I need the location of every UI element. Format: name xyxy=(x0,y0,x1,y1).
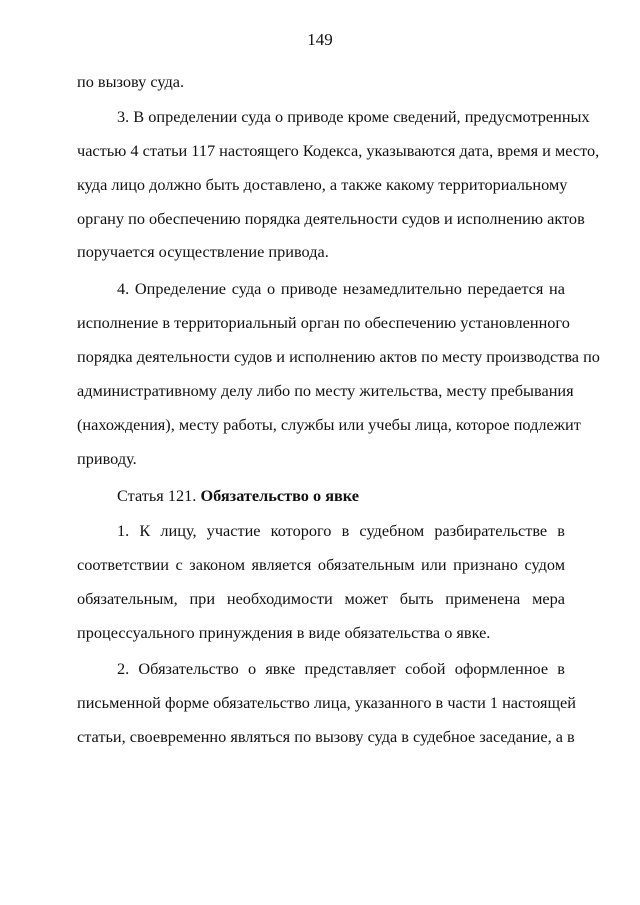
text-line: органу по обеспечению порядка деятельности судов и исполнению актов xyxy=(77,209,585,228)
text-line: 4. Определение суда о приводе незамедлительно передается на xyxy=(117,279,565,298)
text-line: (нахождения), месту работы, службы или учебы лица, которое подлежит xyxy=(77,415,581,434)
text-line: 2. Обязательство о явке представляет собой оформленное в xyxy=(117,659,565,678)
text-line: порядка деятельности судов и исполнению актов по месту производства по xyxy=(77,347,600,366)
text-line: письменной форме обязательство лица, указанного в части 1 настоящей xyxy=(77,693,576,712)
text-line: 1. К лицу, участие которого в судебном разбирательстве в xyxy=(117,521,565,540)
text-line: поручается осуществление привода. xyxy=(77,242,329,261)
text-line: обязательным, при необходимости может быть применена мера xyxy=(77,589,565,608)
text-line: частью 4 статьи 117 настоящего Кодекса, указываются дата, время и место, xyxy=(77,141,600,160)
text-line: по вызову суда. xyxy=(77,72,185,91)
page-number: 149 xyxy=(307,30,333,49)
article-heading xyxy=(117,486,565,506)
text-line: исполнение в территориальный орган по обеспечению установленного xyxy=(77,313,570,332)
text-line: процессуального принуждения в виде обязательства о явке. xyxy=(77,623,491,642)
article-title: Обязательство о явке xyxy=(200,486,360,505)
text-line: административному делу либо по месту жительства, месту пребывания xyxy=(77,381,574,400)
text-line: статьи, своевременно являться по вызову суда в судебное заседание, а в xyxy=(77,727,575,746)
article-number: Статья 121. xyxy=(117,486,201,505)
text-line: приводу. xyxy=(77,449,137,468)
text-line: 3. В определении суда о приводе кроме сведений, предусмотренных xyxy=(117,107,590,126)
text-line: куда лицо должно быть доставлено, а также какому территориальному xyxy=(77,175,568,194)
text-line: соответствии с законом является обязательным или признано судом xyxy=(77,555,565,574)
